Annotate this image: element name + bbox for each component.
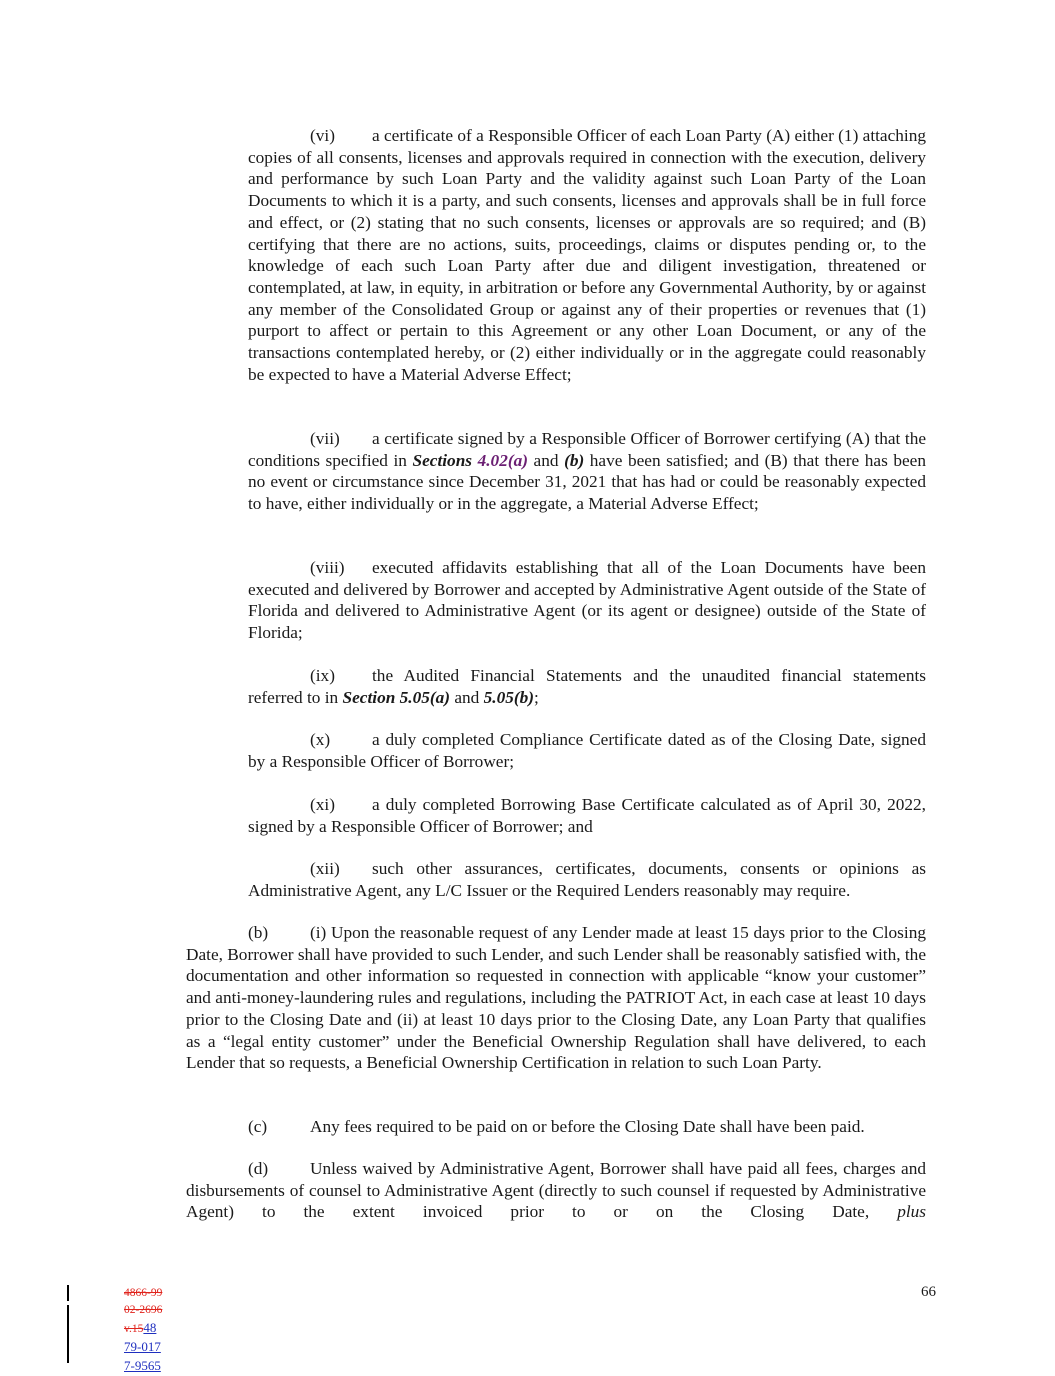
- change-bar: [67, 1305, 69, 1363]
- clause-text: a certificate of a Responsible Officer of each Loan Party (A) either (1) attaching copies of all consents, licenses and approvals required in connection with the execution, delivery and performance by such Loan Party and the validity against such Loan Party of the Loan Documents to which it is a party, and such consents, licenses and approvals shall be in full force and effect, or (2) stating that no such consents, licenses or approvals are so required; and (B) certifying that there are no actions, suits, proceedings, claims or disputes pending or, to the knowledge of each such Loan Party after due and diligent investigation, threatened or contemplated, at law, in equity, in arbitration or before any Governmental Authority, by or against any member of the Consolidated Group or against any of their properties or revenues that (1) purport to affect or pertain to this Agreement or any other Loan Document, or any of the transactions contemplated hereby, or (2) either individually or in the aggregate could reasonably be expected to have a Material Adverse Effect;: [248, 126, 926, 384]
- clause-c: [186, 1116, 926, 1138]
- inserted-text: 7-9565: [124, 1358, 161, 1373]
- clause-text: a certificate signed by a Responsible Officer of Borrower certifying (A) that the conditions specified in: [248, 429, 926, 470]
- clause-text: such other assurances, certificates, documents, consents or opinions as Administrative Agent, any L/C Issuer or the Required Lenders reasonably may require.: [248, 859, 926, 900]
- clause-label: (b): [248, 923, 269, 942]
- section-ref-5-05a: Section 5.05(a): [342, 687, 451, 707]
- clause-text: executed affidavits establishing that all of the Loan Documents have been executed and delivered by Borrower and accepted by Administrative Agent outside of the State of Florida and delivered to Administrative Agent (or its agent or designee) outside of the State of Florida;: [248, 558, 926, 643]
- clause-label: (ix): [310, 666, 335, 685]
- clause-vii: [248, 428, 926, 515]
- clause-text: a duly completed Borrowing Base Certificate calculated as of April 30, 2022, signed by a Responsible Officer of Borrower; and: [248, 795, 926, 836]
- clause-xii: [248, 858, 926, 901]
- clause-label: (vii): [310, 429, 340, 448]
- deleted-text: v.15: [124, 1323, 144, 1335]
- clause-text: and: [450, 687, 484, 707]
- clause-text: and: [528, 450, 565, 470]
- section-ref-5-05b: 5.05(b): [483, 687, 535, 707]
- clause-d: [186, 1158, 926, 1223]
- deleted-text: 02-2696: [124, 1304, 163, 1316]
- clause-label: (vi): [310, 126, 335, 145]
- clause-label: (x): [310, 730, 331, 749]
- section-link-4-02a[interactable]: 4.02(a): [477, 450, 528, 470]
- clause-label: (viii): [310, 558, 345, 577]
- clause-vi: [248, 125, 926, 385]
- clause-text: ;: [534, 687, 539, 707]
- inserted-text: 48: [143, 1320, 157, 1335]
- clause-ix: [248, 665, 926, 708]
- clause-text: a duly completed Compliance Certificate dated as of the Closing Date, signed by a Responsible Officer of Borrower;: [248, 730, 926, 771]
- change-bar: [67, 1285, 69, 1301]
- clause-xi: [248, 794, 926, 837]
- clause-text: have been satisfied; and (B) that there has been no event or circumstance since December 31, 2021 that has had or could be reasonably expected to have, either individually or in the aggregate, a Material Adverse Effect;: [248, 450, 926, 514]
- clause-text: Unless waived by Administrative Agent, Borrower shall have paid all fees, charges and disbursements of counsel to Administrative Agent (directly to such counsel if requested by Administrative Agent) to the extent invoiced prior to or on the Closing Date,: [186, 1159, 926, 1222]
- clause-viii: [248, 557, 926, 644]
- clause-text: (i) Upon the reasonable request of any Lender made at least 15 days prior to the Closing Date, Borrower shall have provided to such Lender, and such Lender shall be reasonably satisfied with, the documentation and other information so requested in connection with applicable “know your customer” and anti-money-laundering rules and regulations, including the PATRIOT Act, in each case at least 10 days prior to the Closing Date and (ii) at least 10 days prior to the Closing Date, any Loan Party that qualifies as a “legal entity customer” under the Beneficial Ownership Regulation shall have delivered, to each Lender that so requests, a Beneficial Ownership Certification in relation to such Loan Party.: [186, 923, 926, 1073]
- clause-text: the Audited Financial Statements and the unaudited financial statements referred to in: [248, 666, 926, 707]
- clause-label: (c): [248, 1117, 268, 1136]
- clause-x: [248, 729, 926, 772]
- inserted-text: 79-017: [124, 1339, 161, 1354]
- clause-text-italic: plus: [897, 1202, 926, 1222]
- page-number: 66: [921, 1284, 936, 1300]
- deleted-text: 4866-99: [124, 1287, 163, 1299]
- clause-label: (d): [248, 1159, 269, 1178]
- section-ref: Sections: [412, 450, 478, 470]
- clause-b: [186, 922, 926, 1074]
- section-ref-b: (b): [564, 450, 585, 470]
- clause-label: (xi): [310, 795, 335, 814]
- footer-doc-id: [124, 1285, 162, 1376]
- clause-text: Any fees required to be paid on or before the Closing Date shall have been paid.: [310, 1117, 865, 1136]
- clause-label: (xii): [310, 859, 340, 878]
